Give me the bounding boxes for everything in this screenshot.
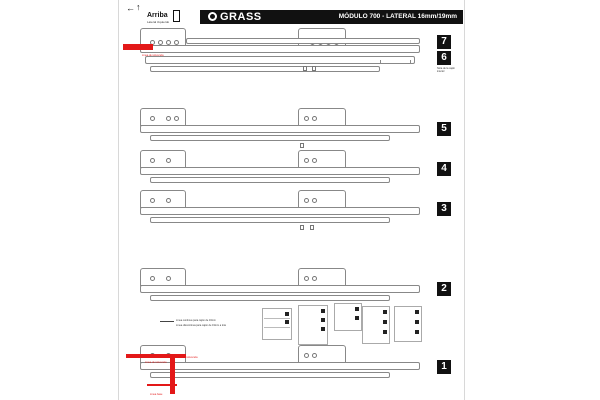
- slide-5-hole: [150, 116, 155, 121]
- drill-marker: [321, 318, 325, 322]
- brand-name: GRASS: [220, 11, 262, 23]
- position-6-badge: 6: [437, 51, 451, 65]
- drill-marker: [383, 310, 387, 314]
- slide-4-bracket-front: [140, 150, 186, 168]
- slide-3-hole: [304, 198, 309, 203]
- orientation-subtitle: Lateral izquierdo: [147, 20, 170, 24]
- slide-3-rail: [140, 207, 420, 215]
- slide-2-bracket-front: [140, 268, 186, 286]
- drill-marker: [415, 310, 419, 314]
- position-2-badge: 2: [437, 282, 451, 296]
- slide-3-stop: [310, 225, 314, 230]
- reference-bar-vertical: [170, 358, 175, 394]
- slide-1-hole: [304, 353, 309, 358]
- header-bar: [200, 10, 463, 24]
- slide-6-tick: [410, 60, 411, 64]
- reference-label-mid-2: Línea de referencia: [176, 356, 198, 359]
- drill-marker: [355, 307, 359, 311]
- slide-3-bracket-front: [140, 190, 186, 208]
- reference-label-bottom: Línea base: [150, 393, 163, 396]
- slide-3-lower-rail: [150, 217, 390, 223]
- drill-marker: [383, 330, 387, 334]
- slide-3-stop: [300, 225, 304, 230]
- position-1-badge: 1: [437, 360, 451, 374]
- slide-6-stop: [312, 66, 316, 71]
- slide-6-tick: [380, 60, 381, 64]
- legend-line-continuous: Línea continua para cajón de 16mm: [176, 319, 216, 322]
- brand-logo: [208, 11, 262, 23]
- slide-4-hole: [150, 158, 155, 163]
- slide-5-hole: [312, 116, 317, 121]
- slide-5-rail: [140, 125, 420, 133]
- slide-2-hole: [304, 276, 309, 281]
- slide-2-lower-rail: [150, 295, 390, 301]
- position-3-badge: 3: [437, 202, 451, 216]
- drill-marker: [383, 320, 387, 324]
- orientation-title: Arriba: [147, 12, 168, 19]
- slide-7-inner-rail: [186, 38, 420, 44]
- drill-marker: [415, 320, 419, 324]
- slide-3-hole: [166, 198, 171, 203]
- slide-2-hole: [312, 276, 317, 281]
- slide-6-lower-rail: [150, 66, 380, 72]
- slide-6-rail: [145, 56, 415, 64]
- drill-table-row: [264, 327, 290, 328]
- slide-6-stop: [303, 66, 307, 71]
- slide-4-lower-rail: [150, 177, 390, 183]
- slide-5-hole: [304, 116, 309, 121]
- slide-2-rail: [140, 285, 420, 293]
- slide-5-hole: [174, 116, 179, 121]
- slide-5-stop: [300, 143, 304, 148]
- slide-3-hole: [312, 198, 317, 203]
- arrow-up-icon: ↑: [136, 2, 141, 12]
- reference-bar-bottom: [147, 384, 177, 386]
- slide-1-hole: [312, 353, 317, 358]
- slide-1-rail: [140, 362, 420, 370]
- position-4-badge: 4: [437, 162, 451, 176]
- slide-2-hole: [150, 276, 155, 281]
- slide-4-rail: [140, 167, 420, 175]
- position-5-badge: 5: [437, 122, 451, 136]
- slide-7-rail: [140, 45, 420, 53]
- slide-2-hole: [166, 276, 171, 281]
- slide-5-lower-rail: [150, 135, 390, 141]
- legend-line-dashed: Línea discontinua para cajón de 19mm a trás: [176, 324, 227, 327]
- slide-4-hole: [166, 158, 171, 163]
- reference-label-top: Línea de referencia: [142, 54, 164, 57]
- drill-marker: [415, 330, 419, 334]
- legend-marker-icon: [160, 321, 174, 322]
- slide-1-lower-rail: [150, 372, 390, 378]
- position-7-badge: 7: [437, 35, 451, 49]
- arrow-left-icon: ←: [126, 3, 135, 13]
- module-title: MÓDULO 700 - LATERAL 16mm/19mm: [338, 13, 457, 20]
- reference-bar-top: [123, 44, 153, 50]
- drill-table-row: [264, 318, 290, 319]
- reference-label-mid: Línea de referencia: [145, 361, 167, 364]
- door-icon: [173, 10, 180, 22]
- drill-marker: [285, 312, 289, 316]
- slide-4-hole: [304, 158, 309, 163]
- grass-logo-icon: [208, 12, 217, 21]
- slide-5-bracket-front: [140, 108, 186, 126]
- slide-4-hole: [312, 158, 317, 163]
- drill-marker: [285, 320, 289, 324]
- drill-marker: [321, 327, 325, 331]
- drill-marker: [355, 316, 359, 320]
- drill-marker: [321, 309, 325, 313]
- slide-3-hole: [150, 198, 155, 203]
- slide-5-hole: [166, 116, 171, 121]
- side-note: Nota de la cajón interior: [437, 67, 456, 73]
